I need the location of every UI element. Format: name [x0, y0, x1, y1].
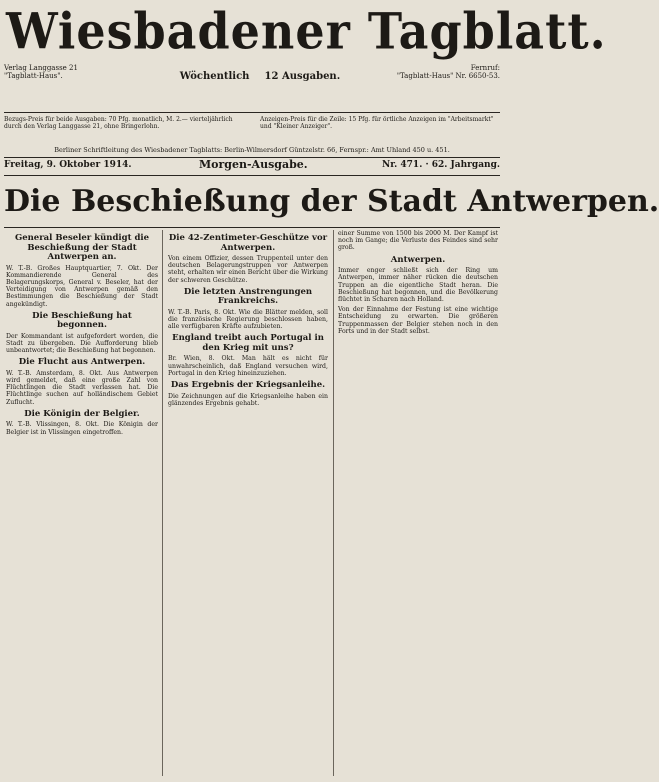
article-heading: Antwerpen.	[390, 254, 446, 265]
masthead-title: Wiesbadener Tagblatt.	[6, 1, 607, 61]
publisher-line-1: Verlag Langgasse 21	[4, 64, 78, 72]
article-text: einer Summe von 1500 bis 2000 M. Der Kampf ist noch im Gange; die Verluste des Feindes sind sehr groß.	[338, 230, 498, 252]
issue-number: Nr. 471. · 62. Jahrgang.	[382, 160, 500, 170]
main-headline: Die Beschießung der Stadt Antwerpen.	[4, 184, 659, 219]
article-text: Der Kommandant ist aufgefordert worden, die Stadt zu übergeben. Die Aufforderung blieb unbeantwortet; die Beschießung hat begonnen.	[6, 332, 158, 355]
article-text: Immer enger schließt sich der Ring um Antwerpen, immer näher rücken die deutschen Truppen an die eigentliche Stadt heran. Die Beschießung hat begonnen, und die Bevölkerung flüchtet in Scharen nach Holland.	[338, 267, 498, 303]
issue-date: Freitag, 9. Oktober 1914.	[4, 160, 132, 170]
edition-info	[170, 64, 350, 83]
column-1	[6, 230, 158, 776]
article-text: Von einem Offizier, dessen Truppenteil unter den deutschen Belagerungstruppen vor Antwerpen steht, erhalten wir einen Bericht über die Wirkung der schweren Geschütze.	[168, 255, 328, 284]
publisher-info	[4, 64, 164, 80]
article-text: Die Zeichnungen auf die Kriegsanleihe haben ein glänzendes Ergebnis gehabt.	[168, 392, 328, 407]
article-heading: Die Königin der Belgier.	[24, 408, 140, 419]
column-2	[168, 230, 328, 776]
divider	[4, 112, 500, 113]
article-text: W. T.-B. Amsterdam, 8. Okt. Aus Antwerpen wird gemeldet, daß eine große Zahl von Flüchtlingen die Stadt verlassen hat. Die Flüchtlinge suchen auf holländischem Gebiet Zuflucht.	[6, 369, 158, 406]
article-text: Br. Wien, 8. Okt. Man hält es nicht für unwahrscheinlich, daß England versuchen wird, Portugal in den Krieg hineinzuziehen.	[168, 355, 328, 377]
article-heading: General Beseler kündigt die Beschießung der Stadt Antwerpen an.	[14, 233, 150, 262]
imprint-line: Berliner Schriftleitung des Wiesbadener Tagblatts: Berlin-Wilmersdorf Güntzelstr. 66, Fernspr.: Amt Uhland 450 u. 451.	[54, 146, 450, 154]
article-heading: Die Flucht aus Antwerpen.	[18, 357, 146, 368]
article-text: W. T.-B. Vlissingen, 8. Okt. Die Königin der Belgier ist in Vlissingen eingetroffen.	[6, 421, 158, 436]
phone-info	[360, 64, 500, 80]
article-heading: Die Beschießung hat begonnen.	[32, 310, 132, 331]
subscription-price: Bezugs-Preis für beide Ausgaben: 70 Pfg. monatlich, M. 2.— vierteljährlich durch den Verlag Langgasse 21, ohne Bringerlohn.	[4, 116, 233, 130]
article-text: W. T.-B. Großes Hauptquartier, 7. Okt. Der Kommandierende General des Belagerungskorps, General v. Beseler, hat der Verteidigung von Antwerpen gemäß den Bestimmungen die Beschießung der Stadt angekündigt.	[6, 264, 158, 308]
masthead	[6, 1, 607, 61]
article-heading: Die letzten Anstrengungen Frankreichs.	[183, 286, 313, 307]
weekly-label: Wöchentlich	[179, 71, 250, 82]
phone-line-2: "Tagblatt-Haus" Nr. 6650-53.	[396, 72, 500, 80]
article-heading: Die 42-Zentimeter-Geschütze vor Antwerpen.	[168, 233, 328, 253]
column-separator	[333, 230, 334, 776]
date-bar	[4, 160, 500, 174]
column-3	[338, 230, 498, 776]
article-text: W. T.-B. Paris, 8. Okt. Wie die Blätter melden, soll die französische Regierung beschlossen haben, alle verfügbaren Kräfte aufzubieten.	[168, 308, 328, 331]
article-text: Von der Einnahme der Festung ist eine wichtige Entscheidung zu erwarten. Die größeren Truppenmassen der Belgier stehen noch in den Forts und in der Stadt selbst.	[338, 306, 498, 335]
edition-name: Morgen-Ausgabe.	[199, 158, 308, 171]
column-separator	[162, 230, 163, 776]
divider	[4, 227, 500, 228]
article-heading: Das Ergebnis der Kriegsanleihe.	[170, 380, 326, 391]
editions-label: 12 Ausgaben.	[264, 71, 341, 82]
article-heading: England treibt auch Portugal in den Krieg mit uns?	[172, 333, 324, 353]
ad-price: Anzeigen-Preis für die Zeile: 15 Pfg. für örtliche Anzeigen im "Arbeitsmarkt" und "Kleiner Anzeiger".	[260, 116, 494, 130]
divider	[4, 175, 500, 176]
phone-line-1: Fernruf:	[470, 64, 500, 72]
publisher-line-2: "Tagblatt-Haus".	[4, 72, 63, 80]
